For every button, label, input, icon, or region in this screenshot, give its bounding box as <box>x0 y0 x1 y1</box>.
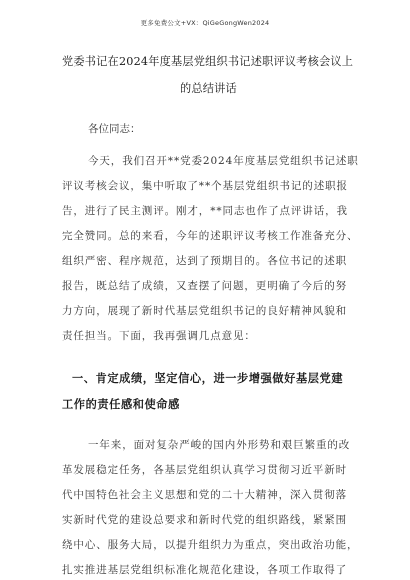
paragraph-line: 绕中心、服务大局，以提升组织力为重点，突出政治功能， <box>62 539 359 551</box>
page-title-line-1: 党委书记在2024年度基层党组织书记述职评议考核会议上 <box>62 55 354 68</box>
paragraph-line: 力方向，展现了新时代基层党组织书记的良好精神风貌和 <box>62 305 347 317</box>
page-title-line-2: 的总结讲话 <box>180 82 237 95</box>
paragraph-line: 报告，既总结了成绩，又查摆了问题，更明确了今后的努 <box>62 280 347 292</box>
paragraph-line: 扎实推进基层党组织标准化规范化建设，各项工作取得了 <box>62 564 347 576</box>
paragraph-line: 一年来，面对复杂严峻的国内外形势和艰巨繁重的改 <box>88 439 351 451</box>
paragraph-line: 实新时代党的建设总要求和新时代党的组织路线，紧紧围 <box>62 514 347 526</box>
paragraph-line: 革发展稳定任务，各基层党组织认真学习贯彻习近平新时 <box>62 464 347 476</box>
paragraph-line: 完全赞同。总的来看，今年的述职评议考核工作准备充分、 <box>62 230 359 242</box>
paragraph-line: 告，进行了民主测评。刚才，**同志也作了点评讲话，我 <box>62 205 348 217</box>
paragraph-line: 责任担当。下面，我再强调几点意见： <box>62 330 256 342</box>
paragraph-line: 代中国特色社会主义思想和党的二十大精神，深入贯彻落 <box>62 489 347 501</box>
salutation: 各位同志： <box>88 123 141 135</box>
section-heading-line: 一、肯定成绩，坚定信心，进一步增强做好基层党建 <box>72 371 344 385</box>
paragraph-line: 今天，我们召开**党委2024年度基层党组织书记述职 <box>88 155 359 167</box>
paragraph-line: 组织严密、程序规范，达到了预期目的。各位书记的述职 <box>62 255 347 267</box>
section-heading-line: 工作的责任感和使命感 <box>62 397 180 411</box>
header-note: 更多免费公文+VX：QiGeGongWen2024 <box>140 19 270 27</box>
paragraph-line: 评议考核会议，集中听取了**个基层党组织书记的述职报 <box>62 180 348 192</box>
